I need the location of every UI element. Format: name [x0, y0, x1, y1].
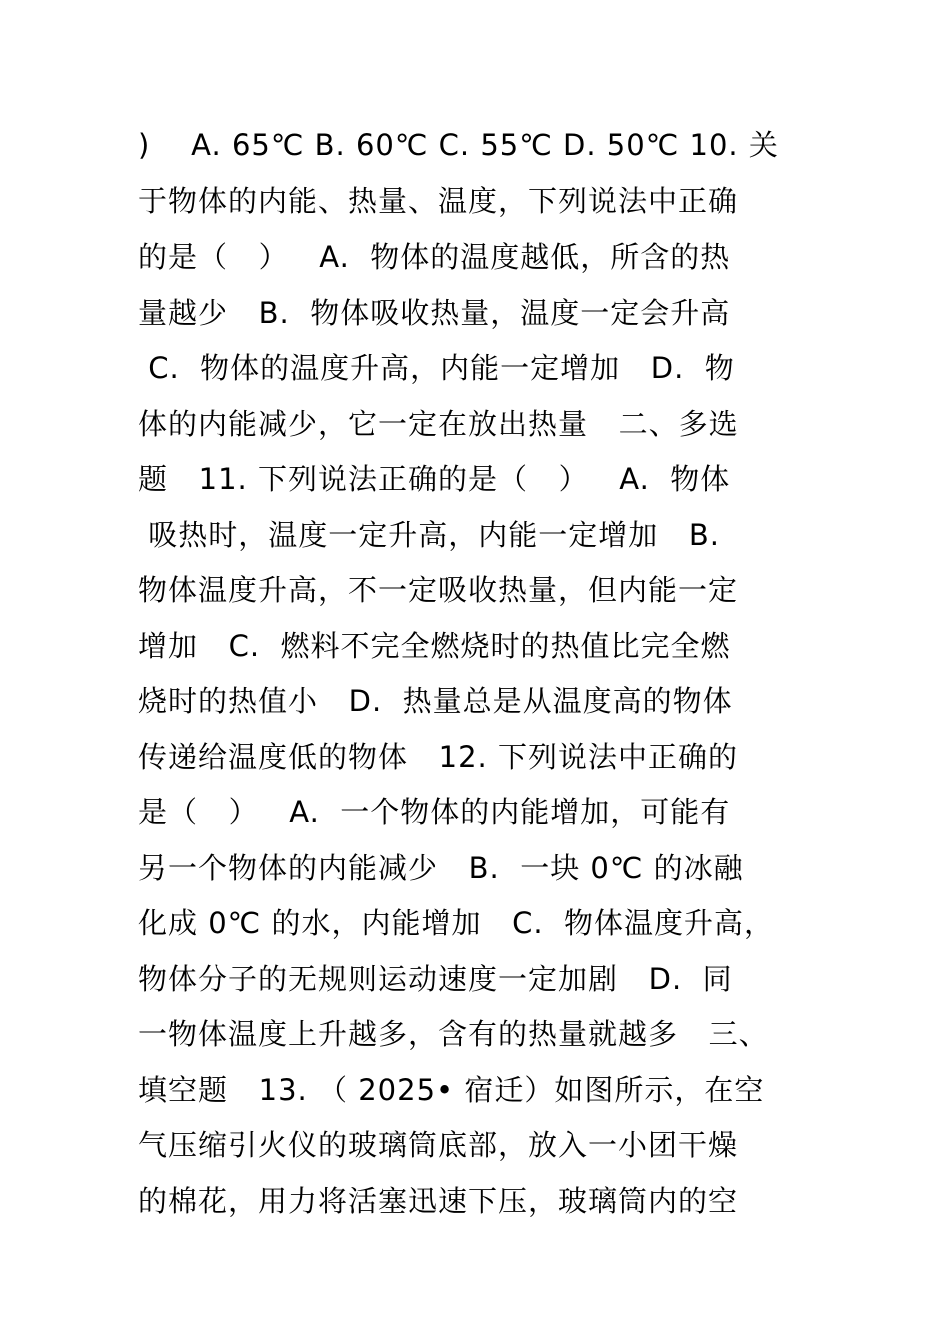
text-line: C. 物体的温度升高，内能一定增加 D. 物	[138, 351, 735, 385]
text-line: 另一个物体的内能减少 B. 一块 0℃ 的冰融	[138, 851, 744, 885]
text-line: 的棉花，用力将活塞迅速下压，玻璃筒内的空	[138, 1184, 739, 1218]
text-line: 的是（ ） A. 物体的温度越低，所含的热	[138, 240, 731, 274]
text-line: 物体温度升高，不一定吸收热量，但内能一定	[138, 573, 739, 607]
text-line: 物体分子的无规则运动速度一定加剧 D. 同	[138, 962, 733, 996]
text-line: 气压缩引火仪的玻璃筒底部，放入一小团干燥	[138, 1128, 739, 1162]
text-line: 填空题 13. （ 2025• 宿迁）如图所示，在空	[138, 1073, 765, 1107]
text-line: 是（ ） A. 一个物体的内能增加，可能有	[138, 795, 731, 829]
text-line: 传递给温度低的物体 12. 下列说法中正确的	[138, 740, 738, 774]
text-line: 吸热时，温度一定升高，内能一定增加 B.	[138, 518, 720, 552]
text-line: 化成 0℃ 的水，内能增加 C. 物体温度升高，	[138, 906, 775, 940]
text-line: 烧时的热值小 D. 热量总是从温度高的物体	[138, 684, 733, 718]
text-line: 体的内能减少，它一定在放出热量 二、多选	[138, 407, 739, 441]
text-line: 题 11. 下列说法正确的是（ ） A. 物体	[138, 462, 731, 496]
text-line: 量越少 B. 物体吸收热量，温度一定会升高	[138, 296, 731, 330]
text-line: ) A. 65℃ B. 60℃ C. 55℃ D. 50℃ 10. 关	[138, 128, 779, 162]
text-line: 于物体的内能、热量、温度，下列说法中正确	[138, 184, 739, 218]
text-line: 一物体温度上升越多，含有的热量就越多 三、	[138, 1017, 769, 1051]
text-line: 增加 C. 燃料不完全燃烧时的热值比完全燃	[138, 629, 731, 663]
